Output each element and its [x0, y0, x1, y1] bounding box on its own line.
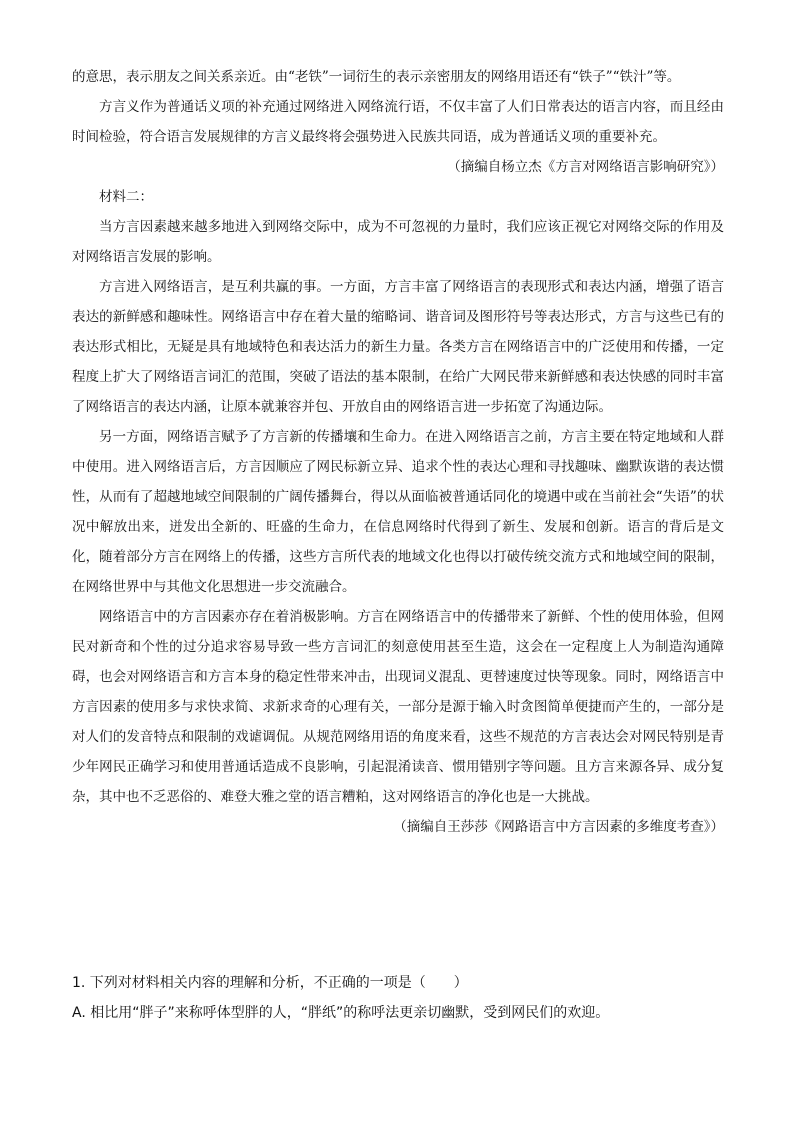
answer-option-a: A. 相比用“胖子”来称呼体型胖的人，“胖纸”的称呼法更亲切幽默，受到网民们的欢迎。 [72, 1005, 610, 1021]
passage-paragraph: 网络语言中的方言因素亦存在着消极影响。方言在网络语言中的传播带来了新鲜、个性的使用体验，但网民对新奇和个性的过分追求容易导致一些方言词汇的刻意使用甚至生造，这会在一定程度上人为制造沟通障碍，也会对网络语言和方言本身的稳定性带来冲击，出现词义混乱、更替速度过快等现象。同时，网络语言中方言因素的使用多与求快求简、求新求奇的心理有关，一部分是源于输入时贪图简单便捷而产生的，一部分是对人们的发音特点和限制的戏谑调侃。从规范网络用语的角度来看，这些不规范的方言表达会对网民特别是青少年网民正确学习和使用普通话造成不良影响，引起混淆读音、惯用错别字等问题。且方言来源各异、成分复杂，其中也不乏恶俗的、难登大雅之堂的语言糟粕，这对网络语言的净化也是一大挑战。 [72, 609, 724, 805]
source-citation: （摘编自杨立杰《方言对网络语言影响研究》） [447, 159, 724, 175]
passage-paragraph: 方言义作为普通话义项的补充通过网络进入网络流行语，不仅丰富了人们日常表达的语言内容，而且经由时间检验，符合语言发展规律的方言义最终将会强势进入民族共同语，成为普通话义项的重要补充。 [72, 99, 724, 145]
passage-paragraph: 方言进入网络语言，是互利共赢的事。一方面，方言丰富了网络语言的表现形式和表达内涵，增强了语言表达的新鲜感和趣味性。网络语言中存在着大量的缩略词、谐音词及图形符号等表达形式，方言与这些已有的表达形式相比，无疑是具有地域特色和表达活力的新生力量。各类方言在网络语言中的广泛使用和传播，一定程度上扩大了网络语言词汇的范围，突破了语法的基本限制，在给广大网民带来新鲜感和表达快感的同时丰富了网络语言的表达内涵，让原本就兼容并包、开放自由的网络语言进一步拓宽了沟通边际。 [72, 279, 724, 415]
material-label: 材料二： [99, 189, 153, 205]
passage-paragraph-continued: 的意思，表示朋友之间关系亲近。由“老铁”一词衍生的表示亲密朋友的网络用语还有“铁子”“铁汁”等。 [72, 69, 681, 85]
source-citation: （摘编自王莎莎《网路语言中方言因素的多维度考查》） [393, 819, 724, 835]
passage-body [72, 62, 724, 842]
passage-paragraph: 当方言因素越来越多地进入到网络交际中，成为不可忽视的力量时，我们应该正视它对网络交际的作用及对网络语言发展的影响。 [72, 219, 724, 265]
passage-paragraph: 另一方面，网络语言赋予了方言新的传播壤和生命力。在进入网络语言之前，方言主要在特定地域和人群中使用。进入网络语言后，方言因顺应了网民标新立异、追求个性的表达心理和寻找趣味、幽默诙谐的表达惯性，从而有了超越地域空间限制的广阔传播舞台，得以从面临被普通话同化的境遇中或在当前社会“失语”的状况中解放出来，迸发出全新的、旺盛的生命力，在信息网络时代得到了新生、发展和创新。语言的背后是文化，随着部分方言在网络上的传播，这些方言所代表的地域文化也得以打破传统交流方式和地域空间的限制，在网络世界中与其他文化思想进一步交流融合。 [72, 429, 724, 595]
question-stem: 1. 下列对材料相关内容的理解和分析，不正确的一项是（ ） [72, 975, 468, 991]
question-block [72, 968, 724, 1028]
